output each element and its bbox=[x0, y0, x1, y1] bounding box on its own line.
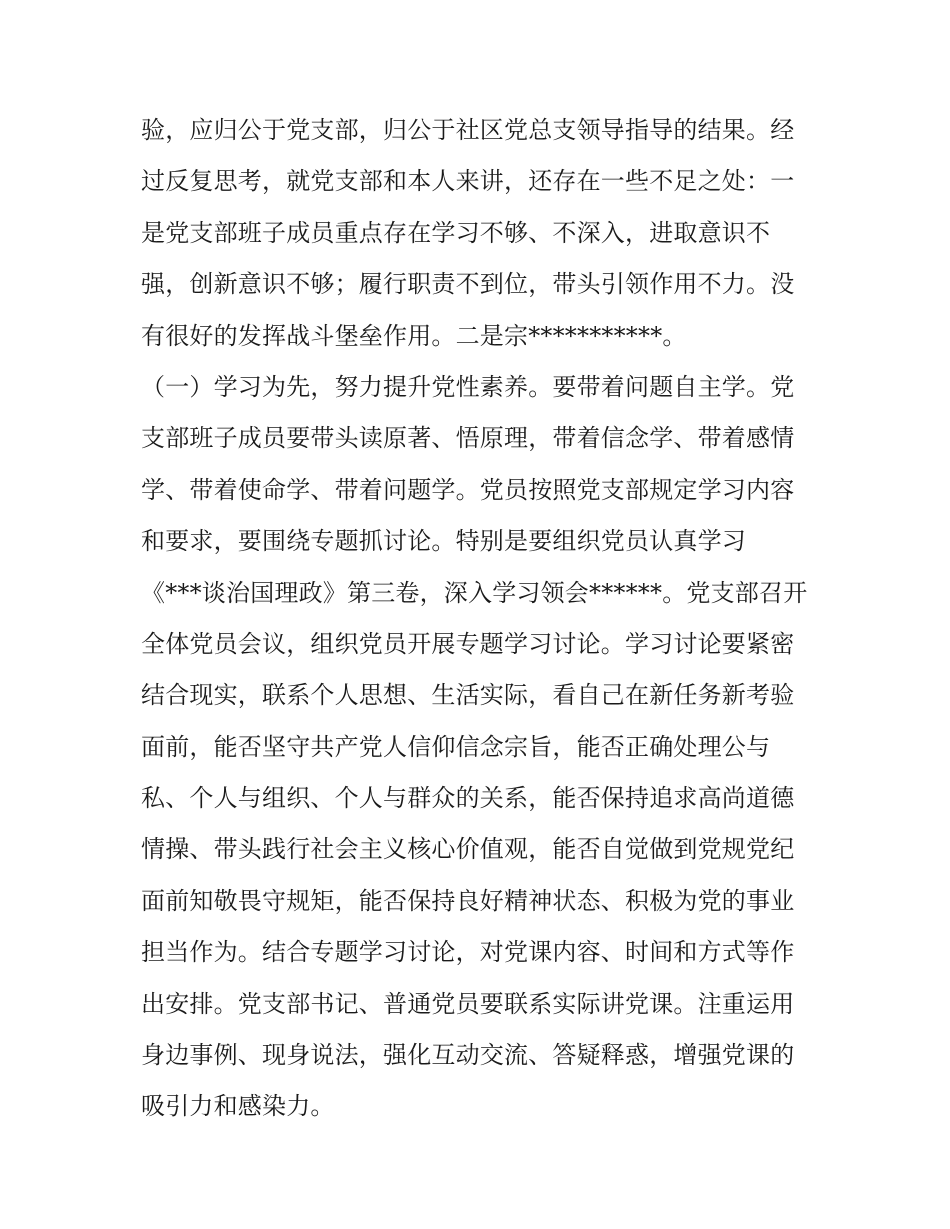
text-line: 私、个人与组织、个人与群众的关系，能否保持追求高尚道德 bbox=[141, 784, 795, 813]
text-line: 面前知敬畏守规矩，能否保持良好精神状态、积极为党的事业 bbox=[141, 886, 795, 915]
body-text bbox=[141, 108, 821, 1136]
text-line: 出安排。党支部书记、普通党员要联系实际讲党课。注重运用 bbox=[141, 989, 795, 1018]
text-line: 有很好的发挥战斗堡垒作用。二是宗***********。 bbox=[141, 321, 687, 350]
text-line: （一）学习为先，努力提升党性素养。要带着问题自主学。党 bbox=[141, 372, 795, 401]
text-line: 面前，能否坚守共产党人信仰信念宗旨，能否正确处理公与 bbox=[141, 732, 771, 761]
text-line: 结合现实，联系个人思想、生活实际，看自己在新任务新考验 bbox=[141, 681, 795, 710]
text-line: 和要求，要围绕专题抓讨论。特别是要组织党员认真学习 bbox=[141, 527, 746, 556]
text-line: 学、带着使命学、带着问题学。党员按照党支部规定学习内容 bbox=[141, 475, 795, 504]
text-line: 强，创新意识不够；履行职责不到位，带头引领作用不力。没 bbox=[141, 270, 795, 299]
text-line: 验，应归公于党支部，归公于社区党总支领导指导的结果。经 bbox=[141, 116, 795, 144]
text-line: 身边事例、现身说法，强化互动交流、答疑释惑，增强党课的 bbox=[141, 1041, 795, 1070]
text-line: 担当作为。结合专题学习讨论，对党课内容、时间和方式等作 bbox=[141, 938, 795, 967]
text-line: 吸引力和感染力。 bbox=[141, 1092, 335, 1121]
text-line: 情操、带头践行社会主义核心价值观，能否自觉做到党规党纪 bbox=[141, 835, 795, 864]
text-line: 过反复思考，就党支部和本人来讲，还存在一些不足之处：一 bbox=[141, 167, 795, 196]
text-line: 《***谈治国理政》第三卷，深入学习领会******。党支部召开 bbox=[141, 578, 808, 607]
text-line: 是党支部班子成员重点存在学习不够、不深入，进取意识不 bbox=[141, 218, 771, 247]
text-line: 全体党员会议，组织党员开展专题学习讨论。学习讨论要紧密 bbox=[141, 629, 795, 658]
text-line: 支部班子成员要带头读原著、悟原理，带着信念学、带着感情 bbox=[141, 424, 795, 453]
